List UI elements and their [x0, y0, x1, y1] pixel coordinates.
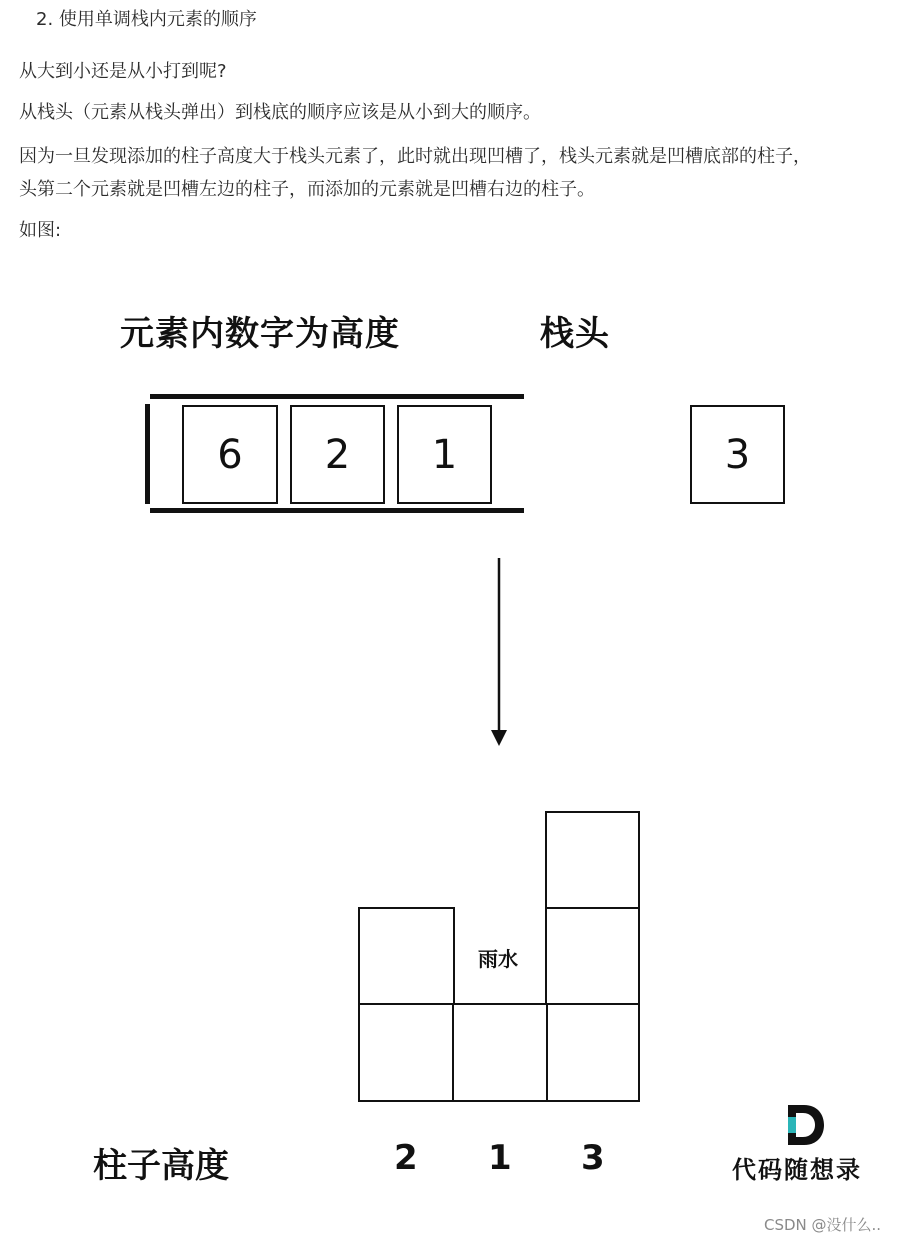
- stack-element: 6: [182, 405, 278, 504]
- watermark: CSDN @没什么..: [764, 1216, 882, 1234]
- paragraph-question: 从大到小还是从小打到呢?: [19, 61, 227, 82]
- pillar-cell: [545, 811, 640, 910]
- section-heading: 2. 使用单调栈内元素的顺序: [36, 9, 257, 30]
- paragraph-order: 从栈头（元素从栈头弹出）到栈底的顺序应该是从小到大的顺序。: [19, 102, 541, 123]
- logo-d-icon: [786, 1103, 826, 1147]
- logo-text: 代码随想录: [732, 1155, 862, 1184]
- stack-element: 1: [397, 405, 492, 504]
- stack-base-wall: [145, 404, 150, 504]
- paragraph-reason-line1: 因为一旦发现添加的柱子高度大于栈头元素了，此时就出现凹槽了，栈头元素就是凹槽底部的柱子，: [19, 146, 811, 167]
- pillar-cell: [358, 907, 455, 1006]
- incoming-element: 3: [690, 405, 785, 504]
- stack-top-border: [150, 394, 524, 399]
- pillar-cell: [545, 1003, 640, 1102]
- paragraph-figure-intro: 如图:: [19, 220, 62, 241]
- pillar-heights-label: 柱子高度: [93, 1146, 229, 1186]
- pillar-height-value: 1: [488, 1138, 512, 1178]
- pillar-cell: [452, 1003, 548, 1102]
- pillar-height-value: 3: [581, 1138, 605, 1178]
- stack-bottom-border: [150, 508, 524, 513]
- down-arrow-icon: [486, 556, 512, 748]
- stack-element: 2: [290, 405, 385, 504]
- pillar-cell: [545, 907, 640, 1006]
- stack-top-label: 栈头: [540, 314, 610, 354]
- paragraph-reason-line2: 头第二个元素就是凹槽左边的柱子，而添加的元素就是凹槽右边的柱子。: [19, 179, 595, 200]
- rain-water-label: 雨水: [478, 947, 518, 971]
- pillar-cell: [358, 1003, 455, 1102]
- elements-height-label: 元素内数字为高度: [120, 314, 400, 354]
- pillar-height-value: 2: [394, 1138, 418, 1178]
